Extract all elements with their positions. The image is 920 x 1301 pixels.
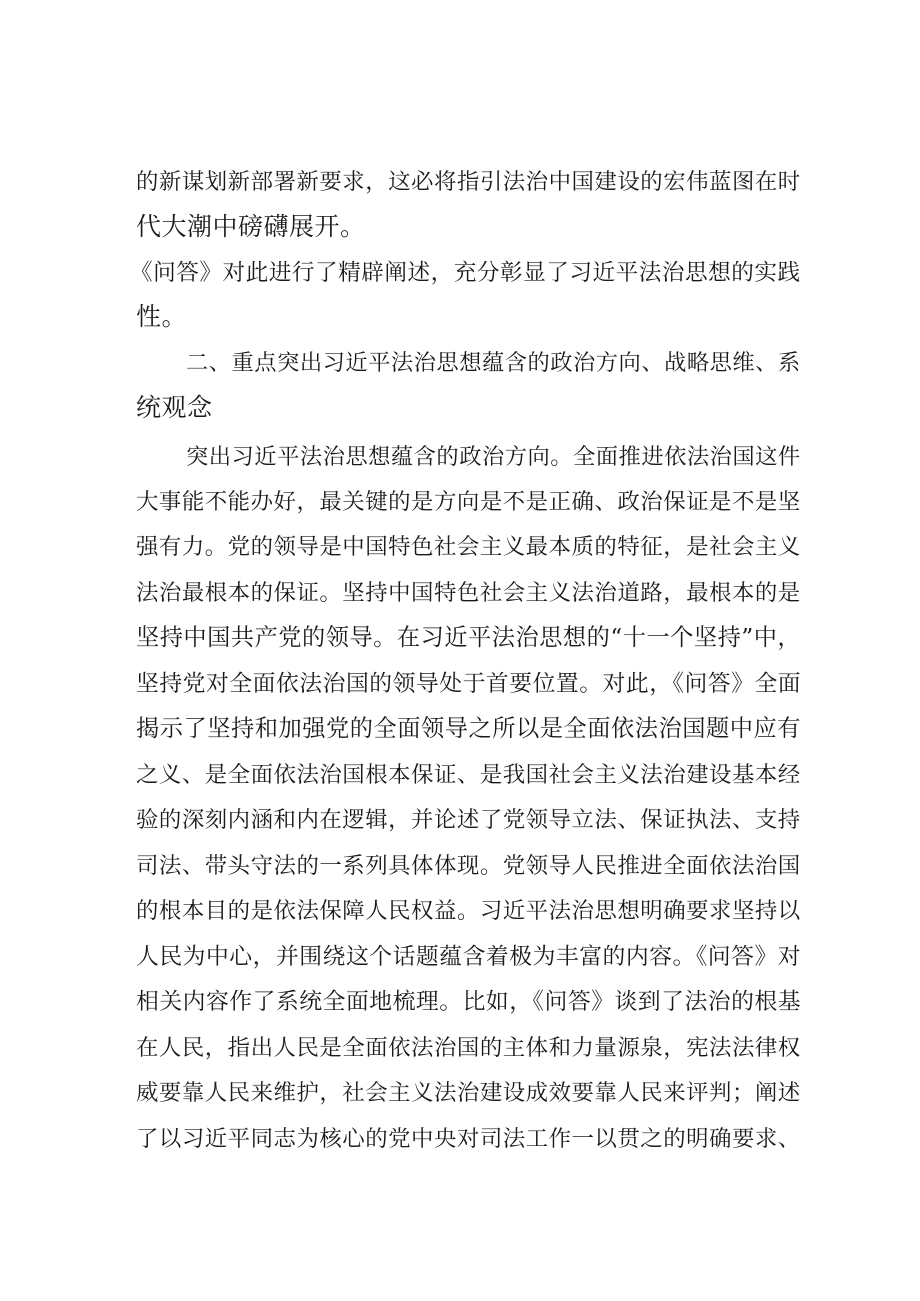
text-line: 坚持中国共产党的领导。在习近平法治思想的“十一个坚持”中，	[136, 624, 802, 651]
text-line: 了以习近平同志为核心的党中央对司法工作一以贯之的明确要求、	[136, 1126, 801, 1152]
text-line: 在人民，指出人民是全面依法治国的主体和力量源泉，宪法法律权	[136, 1035, 801, 1061]
text-line: 的根本目的是依法保障人民权益。习近平法治思想明确要求坚持以	[136, 898, 801, 924]
text-line: 人民为中心，并围绕这个话题蕴含着极为丰富的内容。《问答》对	[136, 944, 802, 970]
text-line: 之义、是全面依法治国根本保证、是我国社会主义法治建设基本经	[136, 762, 801, 788]
text-line: 威要靠人民来维护，社会主义法治建设成效要靠人民来评判；阐述	[136, 1080, 801, 1106]
paragraph-start: 突出习近平法治思想蕴含的政治方向。全面推进依法治国这件	[186, 444, 801, 470]
text-line: 代大潮中磅礴展开。	[136, 212, 366, 241]
text-line: 验的深刻内涵和内在逻辑，并论述了党领导立法、保证执法、支持	[136, 807, 801, 833]
text-line: 相关内容作了系统全面地梳理。比如，《问答》谈到了法治的根基	[136, 989, 802, 1015]
text-line: 司法、带头守法的一系列具体体现。党领导人民推进全面依法治国	[136, 853, 801, 879]
text-line: 揭示了坚持和加强党的全面领导之所以是全面依法治国题中应有	[136, 715, 802, 742]
section-heading: 二、重点突出习近平法治思想蕴含的政治方向、战略思维、系	[186, 350, 801, 376]
text-line: 性。	[136, 302, 188, 331]
text-line: 强有力。党的领导是中国特色社会主义最本质的特征，是社会主义	[136, 534, 801, 560]
section-heading-continued: 统观念	[136, 393, 213, 422]
text-line: 法治最根本的保证。坚持中国特色社会主义法治道路，最根本的是	[136, 580, 801, 606]
text-line: 的新谋划新部署新要求，这必将指引法治中国建设的宏伟蓝图在时	[136, 169, 801, 195]
text-line: 《问答》对此进行了精辟阐述，充分彰显了习近平法治思想的实践	[130, 260, 801, 286]
text-line: 坚持党对全面依法治国的领导处于首要位置。对此，《问答》全面	[136, 671, 802, 697]
text-line: 大事能不能办好，最关键的是方向是不是正确、政治保证是不是坚	[136, 489, 801, 515]
